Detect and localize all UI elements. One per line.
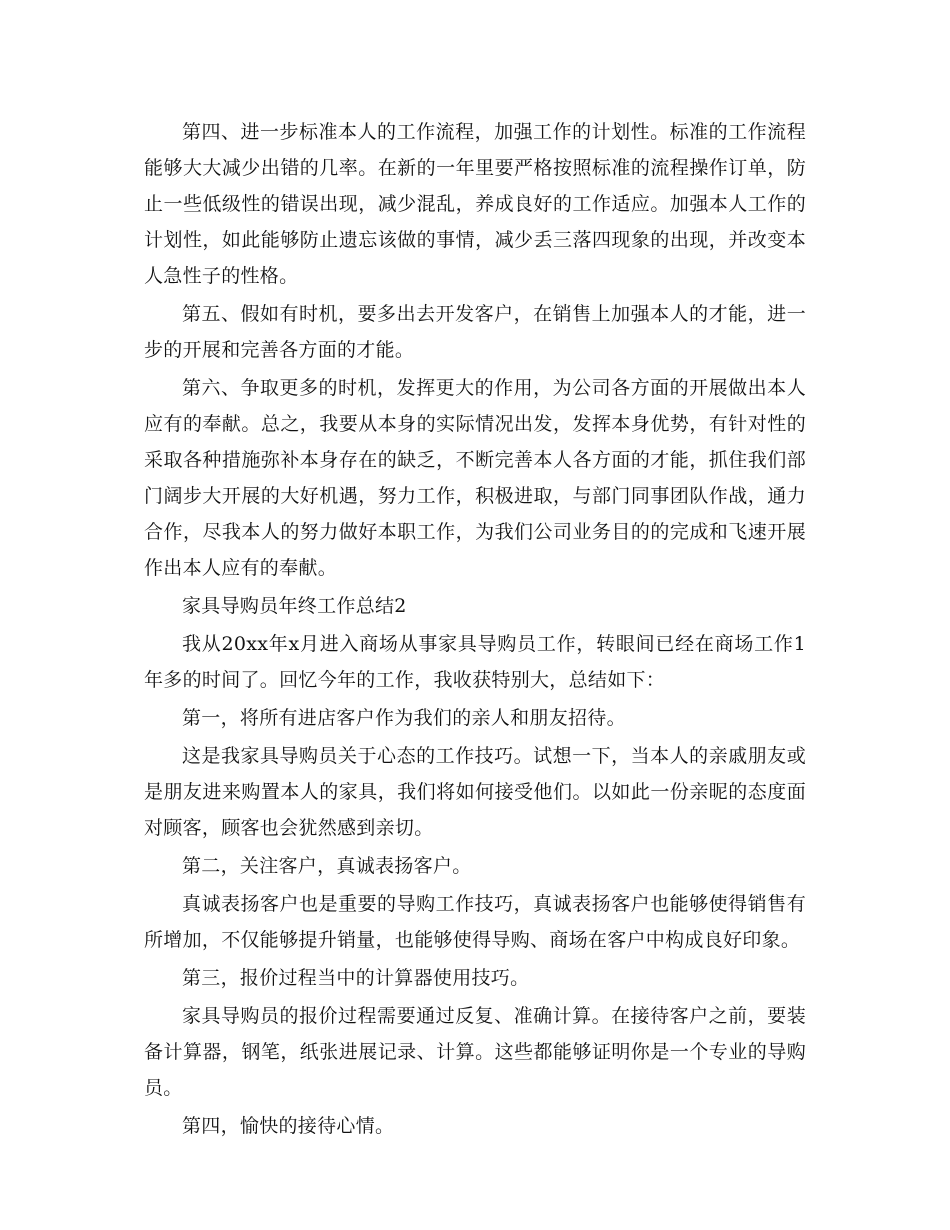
paragraph: 我从20xx年x月进入商场从事家具导购员工作，转眼间已经在商场工作1年多的时间了。回忆今年的工作，我收获特别大，总结如下： <box>144 633 806 691</box>
paragraph: 真诚表扬客户也是重要的导购工作技巧，真诚表扬客户也能够使得销售有所增加，不仅能够提升销量，也能够使得导购、商场在客户中构成良好印象。 <box>144 893 806 951</box>
paragraph: 家具导购员的报价过程需要通过反复、准确计算。在接待客户之前，要装备计算器，钢笔，纸张进展记录、计算。这些都能够证明你是一个专业的导购员。 <box>144 1005 806 1099</box>
paragraph: 第四，愉快的接待心情。 <box>182 1115 395 1137</box>
paragraph: 这是我家具导购员关于心态的工作技巧。试想一下，当本人的亲戚朋友或是朋友进来购置本人的家具，我们将如何接受他们。以如此一份亲昵的态度面对顾客，顾客也会犹然感到亲切。 <box>144 745 806 839</box>
paragraph: 第四、进一步标准本人的工作流程，加强工作的计划性。标准的工作流程能够大大减少出错的几率。在新的一年里要严格按照标准的流程操作订单，防止一些低级性的错误出现，减少混乱，养成良好的工作适应。加强本人工作的计划性，如此能够防止遗忘该做的事情，减少丢三落四现象的出现，并改变本人急性子的性格。 <box>144 121 806 287</box>
paragraph: 第一，将所有进店客户作为我们的亲人和朋友招待。 <box>182 707 626 729</box>
paragraph: 第二，关注客户，真诚表扬客户。 <box>182 855 472 877</box>
paragraph: 第三，报价过程当中的计算器使用技巧。 <box>182 967 530 989</box>
document-body <box>144 114 806 1146</box>
paragraph: 第五、假如有时机，要多出去开发客户，在销售上加强本人的才能，进一步的开展和完善各方面的才能。 <box>144 303 806 361</box>
paragraph: 第六、争取更多的时机，发挥更大的作用，为公司各方面的开展做出本人应有的奉献。总之，我要从本身的实际情况出发，发挥本身优势，有针对性的采取各种措施弥补本身存在的缺乏，不断完善本人各方面的才能，抓住我们部门阔步大开展的大好机遇，努力工作，积极进取，与部门同事团队作战，通力合作，尽我本人的努力做好本职工作，为我们公司业务目的的完成和飞速开展作出本人应有的奉献。 <box>144 377 806 579</box>
section-heading: 家具导购员年终工作总结2 <box>182 595 407 617</box>
